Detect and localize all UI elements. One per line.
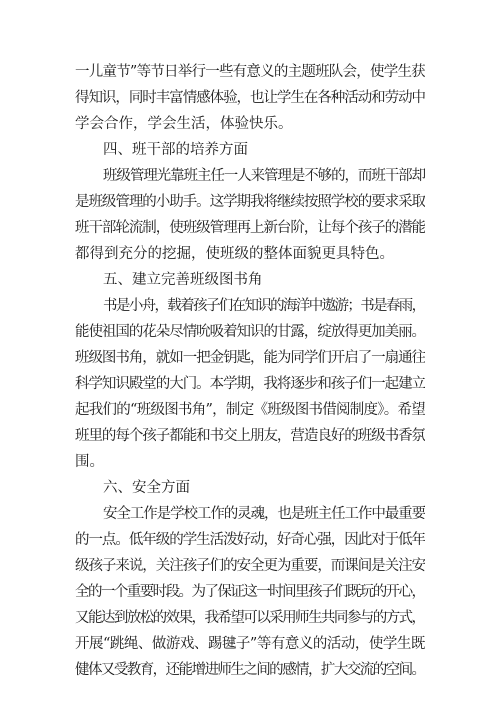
- paragraph-line: 班级图书角，就如一把金钥匙，能为同学们开启了一扇通往: [75, 350, 425, 366]
- paragraph-line: 围。: [75, 454, 104, 470]
- paragraph-line: 是班级管理的小助手。这学期我将继续按照学校的要求采取: [75, 194, 425, 210]
- section-heading-class-cadres: 四、班干部的培养方面: [103, 142, 248, 158]
- paragraph-line: 起我们的“班级图书角”，制定《班级图书借阅制度》。希望: [75, 402, 425, 418]
- paragraph-line: 全的一个重要时段。为了保证这一时间里孩子们既玩的开心，: [75, 584, 425, 600]
- paragraph-line: 班级管理光靠班主任一人来管理是不够的，而班干部却: [103, 168, 425, 184]
- paragraph-line: 安全工作是学校工作的灵魂，也是班主任工作中最重要: [103, 506, 425, 522]
- paragraph-line: 一儿童节”等节日举行一些有意义的主题班队会，使学生获: [75, 64, 425, 80]
- paragraph-line: 开展“跳绳、做游戏、踢毽子”等有意义的活动，使学生既: [75, 636, 425, 652]
- paragraph-line: 得知识，同时丰富情感体验，也让学生在各种活动和劳动中: [75, 90, 425, 106]
- section-heading-book-corner: 五、建立完善班级图书角: [103, 272, 263, 288]
- paragraph-line: 级孩子来说，关注孩子们的安全更为重要，而课间是关注安: [75, 558, 425, 574]
- section-heading-safety: 六、安全方面: [103, 480, 190, 496]
- paragraph-line: 书是小舟，载着孩子们在知识的海洋中遨游；书是春雨，: [103, 298, 425, 314]
- paragraph-line: 班干部轮流制，使班级管理再上新台阶，让每个孩子的潜能: [75, 220, 425, 236]
- paragraph-line: 又能达到放松的效果，我希望可以采用师生共同参与的方式，: [75, 610, 425, 626]
- paragraph-line: 能使祖国的花朵尽情吮吸着知识的甘露，绽放得更加美丽。: [75, 324, 425, 340]
- paragraph-line: 健体又受教育，还能增进师生之间的感情，扩大交流的空间。: [75, 662, 425, 678]
- paragraph-line: 班里的每个孩子都能和书交上朋友，营造良好的班级书香氛: [75, 428, 425, 444]
- paragraph-line: 科学知识殿堂的大门。本学期，我将逐步和孩子们一起建立: [75, 376, 425, 392]
- paragraph-line: 的一点。低年级的学生活泼好动，好奇心强，因此对于低年: [75, 532, 425, 548]
- paragraph-line: 学会合作，学会生活，体验快乐。: [75, 116, 293, 132]
- paragraph-line: 都得到充分的挖掘，使班级的整体面貌更具特色。: [75, 246, 394, 262]
